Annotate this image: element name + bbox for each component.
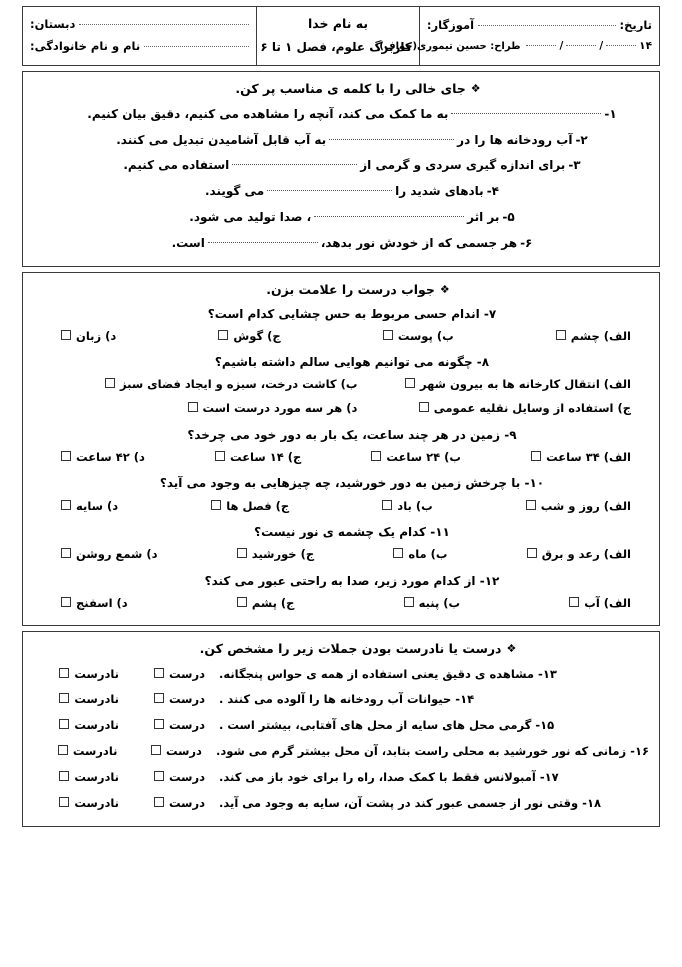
tf-true-label: درست <box>168 666 205 681</box>
checkbox-icon[interactable] <box>59 797 69 807</box>
checkbox-icon[interactable] <box>61 597 71 607</box>
mc-question <box>33 351 649 373</box>
date-dots <box>478 24 615 26</box>
tf-statement-row <box>33 687 649 713</box>
date-blank-year <box>606 44 636 46</box>
section-fill-in-blank <box>22 71 660 267</box>
tf-false-label: نادرست <box>74 666 119 681</box>
tf-statement <box>205 791 649 817</box>
checkbox-icon[interactable] <box>58 745 68 755</box>
mc-option[interactable] <box>61 543 157 567</box>
checkbox-icon[interactable] <box>404 597 414 607</box>
checkbox-icon[interactable] <box>556 330 566 340</box>
header-cell-student <box>23 7 257 66</box>
checkbox-icon[interactable] <box>405 378 415 388</box>
mc-question <box>33 521 649 543</box>
mc-text: اندام حسی مربوط به حس چشایی کدام است؟ <box>207 306 480 321</box>
mc-number: ۱۲- <box>479 573 500 588</box>
mc-question <box>33 303 649 325</box>
checkbox-icon[interactable] <box>393 548 403 558</box>
mc-question <box>33 472 649 494</box>
fib-text-after: به ما کمک می کند، آنچه را مشاهده می کنیم، دقیق بیان کنیم. <box>87 106 449 121</box>
student-name-label: نام و نام خانوادگی: <box>30 38 141 53</box>
diamond-bullet-icon: ❖ <box>506 641 517 655</box>
mc-option-label: د) زبان <box>76 328 117 343</box>
section-title-text: جواب درست را علامت بزن. <box>266 281 435 297</box>
checkbox-icon[interactable] <box>59 668 69 678</box>
tf-true-option[interactable] <box>119 765 205 791</box>
tf-number: ۱۴- <box>455 692 475 707</box>
student-name-row <box>30 36 249 58</box>
mc-option[interactable] <box>526 495 631 519</box>
fib-blank[interactable] <box>451 112 601 114</box>
mc-text: از کدام مورد زیر، صدا به راحتی عبور می کند؟ <box>204 573 476 588</box>
mc-option[interactable] <box>211 495 289 519</box>
checkbox-icon[interactable] <box>218 330 228 340</box>
tf-true-label: درست <box>168 795 205 810</box>
mc-text: کدام یک چشمه ی نور نیست؟ <box>254 525 427 540</box>
tf-false-label: نادرست <box>74 770 119 785</box>
checkbox-icon[interactable] <box>61 451 71 461</box>
tf-statement-row <box>33 765 649 791</box>
checkbox-icon[interactable] <box>59 719 69 729</box>
date-slash-1: / <box>599 39 604 52</box>
fib-item <box>33 153 649 179</box>
section-title-text: جای خالی را با کلمه ی مناسب پر کن. <box>235 80 466 96</box>
tf-statement-row <box>33 791 649 817</box>
mc-option[interactable] <box>61 446 145 470</box>
school-row <box>30 14 249 36</box>
mc-option-label: ج) پشم <box>251 596 295 611</box>
tf-statement-row <box>33 739 649 765</box>
mc-option-label: الف) روز و شب <box>540 498 631 513</box>
mc-options-row <box>33 592 649 616</box>
fib-text-before: برای اندازه گیری سردی و گرمی از <box>360 158 566 173</box>
mc-option[interactable] <box>61 325 116 349</box>
mc-option[interactable] <box>371 446 461 470</box>
checkbox-icon[interactable] <box>215 451 225 461</box>
mc-number: ۱۰- <box>524 476 545 491</box>
header-cell-teacher <box>379 7 659 66</box>
mc-text: با چرخش زمین به دور خورشید، چه چیزهایی به وجود می آید؟ <box>159 476 521 491</box>
tf-true-option[interactable] <box>119 713 205 739</box>
checkbox-icon[interactable] <box>237 597 247 607</box>
checkbox-icon[interactable] <box>61 330 71 340</box>
date-blank-day <box>526 44 556 46</box>
mc-option[interactable] <box>527 543 631 567</box>
mc-option[interactable] <box>382 495 432 519</box>
checkbox-icon[interactable] <box>527 548 537 558</box>
in-god-name: به نام خدا <box>308 16 369 31</box>
designer-row <box>379 37 652 57</box>
mc-number: ۱۱- <box>430 525 450 540</box>
mc-option[interactable] <box>237 543 314 567</box>
mc-option-label: ب) باد <box>397 498 433 513</box>
year-prefix: ۱۴ <box>639 39 652 52</box>
fib-item <box>33 102 649 128</box>
tf-text: وقتی نور از جسمی عبور کند در پشت آن، سایه به وجود می آید. <box>219 795 579 810</box>
checkbox-icon[interactable] <box>526 500 536 510</box>
teacher-row <box>427 15 652 37</box>
section-title-text: درست یا نادرست بودن جملات زیر را مشخص کن. <box>199 640 502 656</box>
mc-option-label: د) اسفنج <box>76 596 128 611</box>
fib-blank[interactable] <box>232 163 357 165</box>
mc-question <box>33 424 649 446</box>
tf-true-option[interactable] <box>117 739 201 765</box>
mc-options-row <box>33 373 649 397</box>
tf-false-label: نادرست <box>74 692 119 707</box>
mc-option-label: ج) خورشید <box>251 547 315 562</box>
mc-options-row <box>33 495 649 519</box>
diamond-bullet-icon: ❖ <box>439 282 450 296</box>
worksheet-title: کاربرگ علوم، فصل ۱ تا ۶ <box>260 40 412 55</box>
mc-option[interactable] <box>188 397 358 421</box>
mc-option-label: الف) ۳۴ ساعت <box>546 449 631 464</box>
mc-option-label: د) شمع روشن <box>76 547 158 562</box>
tf-false-option[interactable] <box>33 662 119 688</box>
fib-blank[interactable] <box>267 189 392 191</box>
mc-option-label: د) سایه <box>76 498 119 513</box>
tf-true-label: درست <box>168 770 205 785</box>
mc-number: ۹- <box>504 427 517 442</box>
tf-true-label: درست <box>168 718 205 733</box>
mc-option[interactable] <box>215 446 301 470</box>
tf-false-label: نادرست <box>74 718 119 733</box>
section-multiple-choice <box>22 272 660 626</box>
checkbox-icon[interactable] <box>61 500 71 510</box>
mc-option-label: ب) کاشت درخت، سبزه و ایجاد فضای سبز <box>119 377 358 392</box>
tf-number: ۱۸- <box>582 795 601 810</box>
fib-text-after: است. <box>171 235 205 250</box>
mc-option[interactable] <box>556 325 631 349</box>
mc-text: زمین در هر چند ساعت، یک بار به دور خود می چرخد؟ <box>187 427 501 442</box>
checkbox-icon[interactable] <box>154 719 164 729</box>
tf-statement-row <box>33 662 649 688</box>
mc-option[interactable] <box>357 397 631 421</box>
date-blank-month <box>566 44 596 46</box>
tf-number: ۱۵- <box>535 718 555 733</box>
checkbox-icon[interactable] <box>154 693 164 703</box>
mc-option-label: د) هر سه مورد درست است <box>202 401 358 416</box>
mc-option[interactable] <box>237 592 295 616</box>
tf-true-option[interactable] <box>119 687 205 713</box>
fib-text-after: به آب قابل آشامیدن تبدیل می کنند. <box>116 132 327 147</box>
tf-true-option[interactable] <box>119 791 205 817</box>
tf-text: زمانی که نور خورشید به محلی راست بتابد، آن محل بیشتر گرم می شود. <box>215 744 627 759</box>
fib-text-before: بادهای شدید را <box>395 184 484 199</box>
section-title-multiple-choice <box>33 282 649 297</box>
fib-text-after: استفاده می کنیم. <box>123 158 230 173</box>
checkbox-icon[interactable] <box>154 797 164 807</box>
tf-text: آمبولانس فقط با کمک صدا، راه را برای خود باز می کند. <box>219 770 536 785</box>
fib-number: ۲- <box>575 132 588 147</box>
checkbox-icon[interactable] <box>151 745 161 755</box>
checkbox-icon[interactable] <box>211 500 221 510</box>
tf-true-label: درست <box>168 692 205 707</box>
fib-item <box>33 231 649 257</box>
fib-text-before: بر اثر <box>467 209 500 224</box>
tf-false-option[interactable] <box>33 739 117 765</box>
tf-number: ۱۳- <box>538 666 557 681</box>
mc-option-label: الف) آب <box>584 596 631 611</box>
teacher-label: آموزگار: <box>426 17 475 32</box>
mc-option-label: ج) فصل ها <box>226 498 290 513</box>
checkbox-icon[interactable] <box>154 771 164 781</box>
mc-number: ۸- <box>476 355 490 370</box>
checkbox-icon[interactable] <box>382 500 392 510</box>
mc-option-label: ب) پوست <box>397 328 454 343</box>
mc-option-label: ج) استفاده از وسایل نقلیه عمومی <box>433 401 631 416</box>
mc-option-label: ب) ۲۴ ساعت <box>386 449 461 464</box>
mc-option[interactable] <box>357 373 631 397</box>
tf-false-option[interactable] <box>33 765 119 791</box>
mc-options-row <box>33 543 649 567</box>
mc-option[interactable] <box>383 325 454 349</box>
fib-item <box>33 179 649 205</box>
designer-label: طراح: حسین تیموری(خواف) <box>379 40 521 52</box>
mc-option[interactable] <box>531 446 631 470</box>
mc-options-row <box>33 397 649 421</box>
fib-text-after: ، صدا تولید می شود. <box>189 209 312 224</box>
checkbox-icon[interactable] <box>569 597 579 607</box>
mc-option-label: ج) گوش <box>233 328 281 343</box>
tf-false-option[interactable] <box>33 791 119 817</box>
fib-item <box>33 128 649 154</box>
fib-number: ۶- <box>520 235 533 250</box>
mc-option-label: ج) ۱۴ ساعت <box>230 449 302 464</box>
header-cell-title <box>257 7 420 66</box>
fib-text-after: می گویند. <box>204 184 265 199</box>
fib-blank[interactable] <box>329 138 454 140</box>
fib-blank[interactable] <box>314 215 464 217</box>
mc-option-label: ب) ماه <box>408 547 448 562</box>
checkbox-icon[interactable] <box>371 451 381 461</box>
mc-option-label: الف) چشم <box>570 328 631 343</box>
tf-true-option[interactable] <box>119 662 205 688</box>
tf-text: مشاهده ی دقیق یعنی استفاده از همه ی حواس پنجگانه. <box>219 666 535 681</box>
school-label: دبستان: <box>30 17 76 32</box>
tf-statement <box>205 687 649 713</box>
tf-false-option[interactable] <box>33 687 119 713</box>
mc-option[interactable] <box>105 373 357 397</box>
mc-options-row <box>33 446 649 470</box>
date-slash-2: / <box>559 39 564 52</box>
checkbox-icon[interactable] <box>419 402 429 412</box>
fib-text-before: هر جسمی که از خودش نور بدهد، <box>320 235 518 250</box>
mc-option-label: الف) رعد و برق <box>541 547 631 562</box>
section-title-fill-in-blank <box>33 81 649 96</box>
fib-number: ۱- <box>604 106 617 121</box>
checkbox-icon[interactable] <box>383 330 393 340</box>
tf-false-label: نادرست <box>72 744 118 759</box>
tf-statement <box>205 713 649 739</box>
fib-blank[interactable] <box>208 241 318 243</box>
tf-true-label: درست <box>165 744 202 759</box>
tf-text: گرمی محل های سایه از محل های آفتابی، بیشتر است . <box>219 718 532 733</box>
date-label: تاریخ: <box>619 17 652 32</box>
tf-number: ۱۷- <box>539 770 559 785</box>
mc-option[interactable] <box>61 495 118 519</box>
section-true-false <box>22 631 660 827</box>
mc-option[interactable] <box>61 592 128 616</box>
mc-option[interactable] <box>218 325 280 349</box>
checkbox-icon[interactable] <box>188 402 198 412</box>
mc-option[interactable] <box>569 592 631 616</box>
mc-question <box>33 570 649 592</box>
worksheet-header <box>22 6 660 66</box>
fib-number: ۳- <box>568 158 581 173</box>
mc-number: ۷- <box>483 306 497 321</box>
checkbox-icon[interactable] <box>59 693 69 703</box>
fib-number: ۵- <box>502 209 515 224</box>
mc-option-label: د) ۴۲ ساعت <box>76 449 145 464</box>
tf-number: ۱۶- <box>630 744 649 759</box>
diamond-bullet-icon: ❖ <box>470 81 481 95</box>
mc-option[interactable] <box>393 543 447 567</box>
mc-option[interactable] <box>404 592 461 616</box>
tf-statement <box>205 662 649 688</box>
fib-number: ۴- <box>486 184 499 199</box>
tf-statement-row <box>33 713 649 739</box>
fib-item <box>33 205 649 231</box>
mc-text: چگونه می توانیم هوایی سالم داشته باشیم؟ <box>214 355 473 370</box>
checkbox-icon[interactable] <box>61 548 71 558</box>
checkbox-icon[interactable] <box>237 548 247 558</box>
checkbox-icon[interactable] <box>59 771 69 781</box>
tf-false-option[interactable] <box>33 713 119 739</box>
tf-false-label: نادرست <box>74 795 119 810</box>
mc-option-label: الف) انتقال کارخانه ها به بیرون شهر <box>419 377 631 392</box>
tf-statement <box>205 765 649 791</box>
checkbox-icon[interactable] <box>105 378 115 388</box>
date-fields <box>526 37 652 57</box>
checkbox-icon[interactable] <box>531 451 541 461</box>
checkbox-icon[interactable] <box>154 668 164 678</box>
mc-option-label: ب) پنبه <box>418 596 461 611</box>
tf-statement <box>202 739 649 765</box>
fib-text-before: آب رودخانه ها را در <box>457 132 573 147</box>
mc-options-row <box>33 325 649 349</box>
school-dots <box>79 23 249 25</box>
tf-text: حیوانات آب رودخانه ها را آلوده می کنند . <box>219 692 452 707</box>
section-title-true-false <box>33 641 649 656</box>
student-name-dots <box>144 45 249 47</box>
